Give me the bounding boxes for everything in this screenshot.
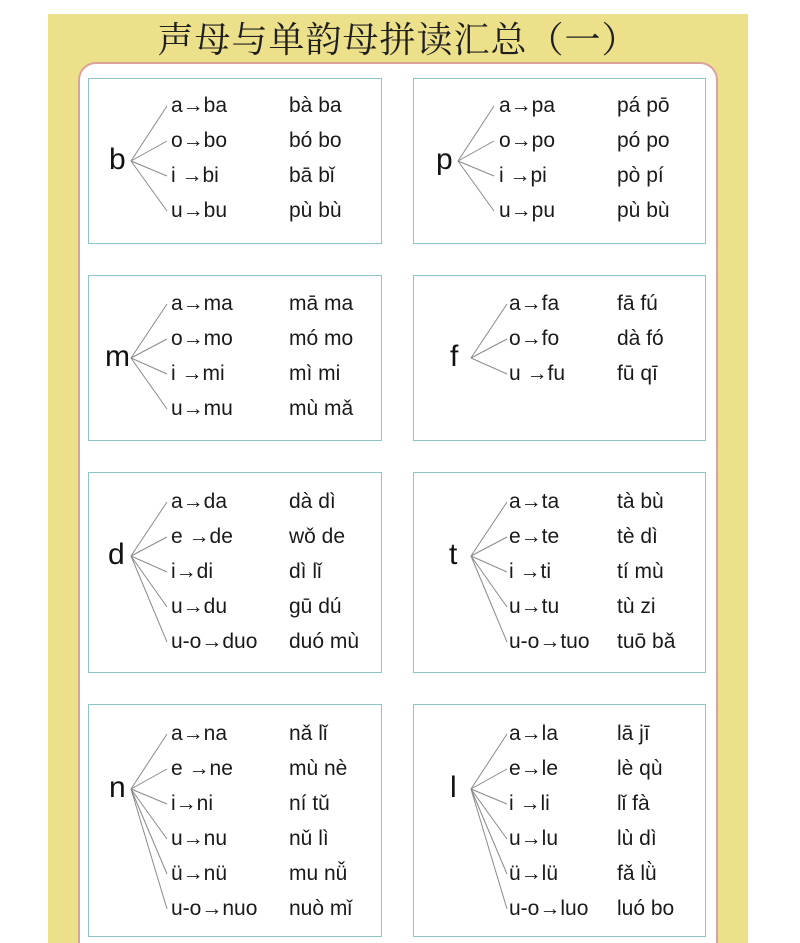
- branch-line: [458, 141, 494, 161]
- example-reading: mó mo: [289, 327, 354, 350]
- branch-line: [471, 304, 507, 358]
- branch-line: [131, 339, 167, 358]
- spelling: a→ma: [171, 292, 233, 315]
- spelling: a→da: [171, 490, 228, 513]
- card-t: [413, 472, 706, 673]
- example-reading: gū dú: [289, 595, 342, 618]
- example-reading: lǐ fà: [617, 792, 650, 815]
- branch-line: [471, 734, 507, 789]
- example-reading: nǔ lì: [289, 827, 329, 850]
- example-reading: bó bo: [289, 129, 342, 152]
- initial-letter: l: [450, 771, 457, 804]
- branch-line: [471, 339, 507, 358]
- initial-letter: t: [449, 538, 458, 571]
- example-reading: dà fó: [617, 327, 664, 350]
- spelling: u-o→tuo: [509, 630, 590, 653]
- card-d: [88, 472, 382, 673]
- example-reading: pù bù: [289, 199, 342, 222]
- spelling: u→bu: [171, 199, 228, 222]
- branch-line: [131, 304, 167, 358]
- card-p: [413, 78, 706, 244]
- spelling: e→te: [509, 525, 560, 548]
- example-reading: bà ba: [289, 94, 342, 117]
- spelling: ü→nü: [171, 862, 228, 885]
- spelling: u-o→nuo: [171, 897, 258, 920]
- example-reading: tù zi: [617, 595, 656, 618]
- example-reading: tuō bǎ: [617, 630, 676, 653]
- example-reading: fā fú: [617, 292, 658, 315]
- spelling: o→po: [499, 129, 556, 152]
- example-reading: wǒ de: [289, 525, 346, 548]
- spelling: a→fa: [509, 292, 560, 315]
- branch-line: [131, 502, 167, 556]
- example-reading: luó bo: [617, 897, 675, 920]
- spelling: u-o→luo: [509, 897, 589, 920]
- branch-line: [471, 358, 507, 374]
- example-reading: dì lǐ: [289, 560, 322, 583]
- spelling: u→mu: [171, 397, 233, 420]
- example-reading: fū qī: [617, 362, 658, 385]
- branch-line: [471, 502, 507, 556]
- spelling: i →pi: [499, 164, 547, 187]
- spelling: u→pu: [499, 199, 556, 222]
- example-reading: pò pí: [617, 164, 664, 187]
- spelling: i→di: [171, 560, 214, 583]
- card-l: [413, 704, 706, 937]
- spelling: a→ta: [509, 490, 560, 513]
- spelling: a→pa: [499, 94, 556, 117]
- example-reading: pó po: [617, 129, 670, 152]
- spelling: a→la: [509, 722, 559, 745]
- branch-line: [131, 106, 167, 161]
- spelling: o→mo: [171, 327, 233, 350]
- spelling: a→na: [171, 722, 228, 745]
- example-reading: bā bǐ: [289, 164, 335, 187]
- branch-line: [131, 734, 167, 789]
- spelling: e →ne: [171, 757, 233, 780]
- branch-line: [471, 769, 507, 789]
- spelling: u-o→duo: [171, 630, 258, 653]
- spelling: u→lu: [509, 827, 559, 850]
- spelling: u→tu: [509, 595, 560, 618]
- initial-letter: b: [109, 143, 126, 176]
- initial-letter: f: [450, 340, 459, 373]
- example-reading: dà dì: [289, 490, 336, 513]
- example-reading: nuò mǐ: [289, 897, 353, 920]
- card-n: [88, 704, 382, 937]
- spelling: i→ni: [171, 792, 214, 815]
- spelling: i →bi: [171, 164, 219, 187]
- initial-letter: d: [108, 538, 125, 571]
- card-f: [413, 275, 706, 441]
- example-reading: duó mù: [289, 630, 360, 653]
- example-reading: mā ma: [289, 292, 354, 315]
- branch-line: [471, 789, 507, 909]
- page-title: 声母与单韵母拼读汇总（一）: [157, 20, 639, 61]
- spelling: e →de: [171, 525, 233, 548]
- branch-line: [131, 769, 167, 789]
- example-reading: fǎ lǜ: [617, 862, 657, 885]
- branch-line: [131, 141, 167, 161]
- spelling: ü→lü: [509, 862, 559, 885]
- example-reading: tè dì: [617, 525, 658, 548]
- example-reading: lā jī: [617, 722, 650, 745]
- example-reading: mì mi: [289, 362, 341, 385]
- initial-letter: p: [436, 143, 453, 176]
- example-reading: mu nǚ: [289, 862, 348, 885]
- spelling: a→ba: [171, 94, 228, 117]
- card-b: [88, 78, 382, 244]
- initial-letter: m: [105, 340, 130, 373]
- branch-line: [131, 537, 167, 556]
- spelling: i →li: [509, 792, 550, 815]
- branch-line: [471, 537, 507, 556]
- spelling: o→bo: [171, 129, 228, 152]
- card-m: [88, 275, 382, 441]
- branch-line: [131, 789, 167, 909]
- spelling: u→du: [171, 595, 228, 618]
- example-reading: lù dì: [617, 827, 657, 850]
- spelling: u →fu: [509, 362, 566, 385]
- example-reading: mù mǎ: [289, 397, 354, 420]
- example-reading: pù bù: [617, 199, 670, 222]
- example-reading: pá pō: [617, 94, 670, 117]
- example-reading: ní tǔ: [289, 792, 330, 815]
- example-reading: tà bù: [617, 490, 664, 513]
- spelling: i →mi: [171, 362, 225, 385]
- example-reading: mù nè: [289, 757, 348, 780]
- spelling: e→le: [509, 757, 559, 780]
- spelling: u→nu: [171, 827, 228, 850]
- branch-line: [458, 106, 494, 161]
- initial-letter: n: [109, 771, 126, 804]
- example-reading: nǎ lǐ: [289, 722, 328, 745]
- example-reading: lè qù: [617, 757, 663, 780]
- example-reading: tí mù: [617, 560, 664, 583]
- spelling: i →ti: [509, 560, 551, 583]
- spelling: o→fo: [509, 327, 560, 350]
